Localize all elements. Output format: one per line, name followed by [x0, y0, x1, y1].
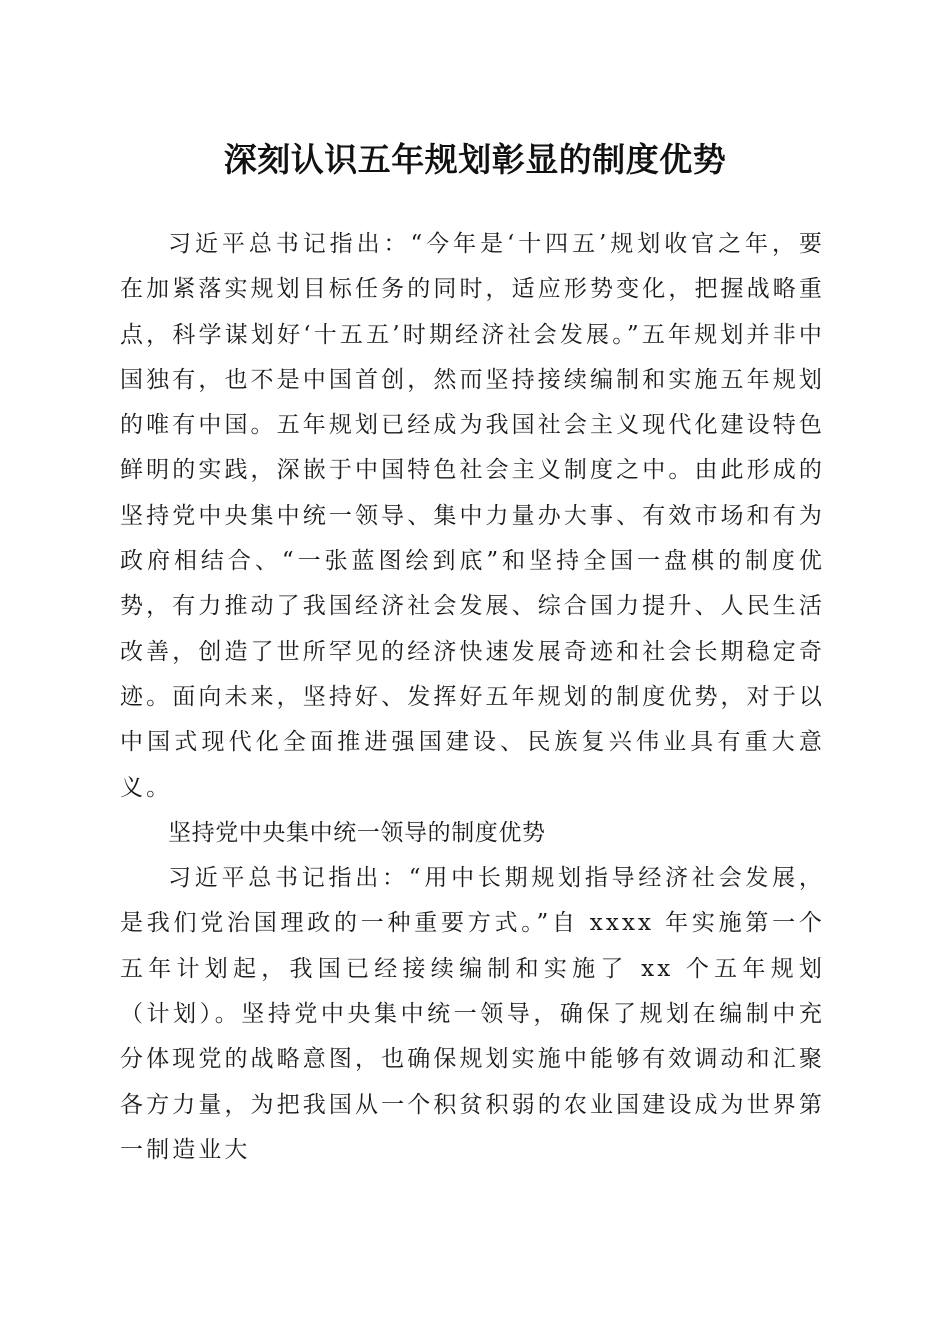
document-body: [120, 222, 825, 1173]
section-heading: 坚持党中央集中统一领导的制度优势: [168, 819, 546, 846]
section-paragraph: 习近平总书记指出：“用中长期规划指导经济社会发展，是我们党治国理政的一种重要方式。”自 xxxx 年实施第一个五年计划起，我国已经接续编制和实施了 xx 个五年规划（计划）。坚持党中央集中统一领导，确保了规划在编制中充分体现党的战略意图，也确保规划实施中能够有效调动和汇聚各方力量，为把我国从一个积贫积弱的农业国建设成为世界第一制造业大: [120, 865, 825, 1163]
document-title: 深刻认识五年规划彰显的制度优势: [223, 140, 727, 179]
intro-paragraph: 习近平总书记指出：“今年是‘十四五’规划收官之年，要在加紧落实规划目标任务的同时，适应形势变化，把握战略重点，科学谋划好‘十五五’时期经济社会发展。”五年规划并非中国独有，也不是中国首创，然而坚持接续编制和实施五年规划的唯有中国。五年规划已经成为我国社会主义现代化建设特色鲜明的实践，深嵌于中国特色社会主义制度之中。由此形成的坚持党中央集中统一领导、集中力量办大事、有效市场和有为政府相结合、“一张蓝图绘到底”和坚持全国一盘棋的制度优势，有力推动了我国经济社会发展、综合国力提升、人民生活改善，创造了世所罕见的经济快速发展奇迹和社会长期稳定奇迹。面向未来，坚持好、发挥好五年规划的制度优势，对于以中国式现代化全面推进强国建设、民族复兴伟业具有重大意义。: [120, 231, 825, 801]
